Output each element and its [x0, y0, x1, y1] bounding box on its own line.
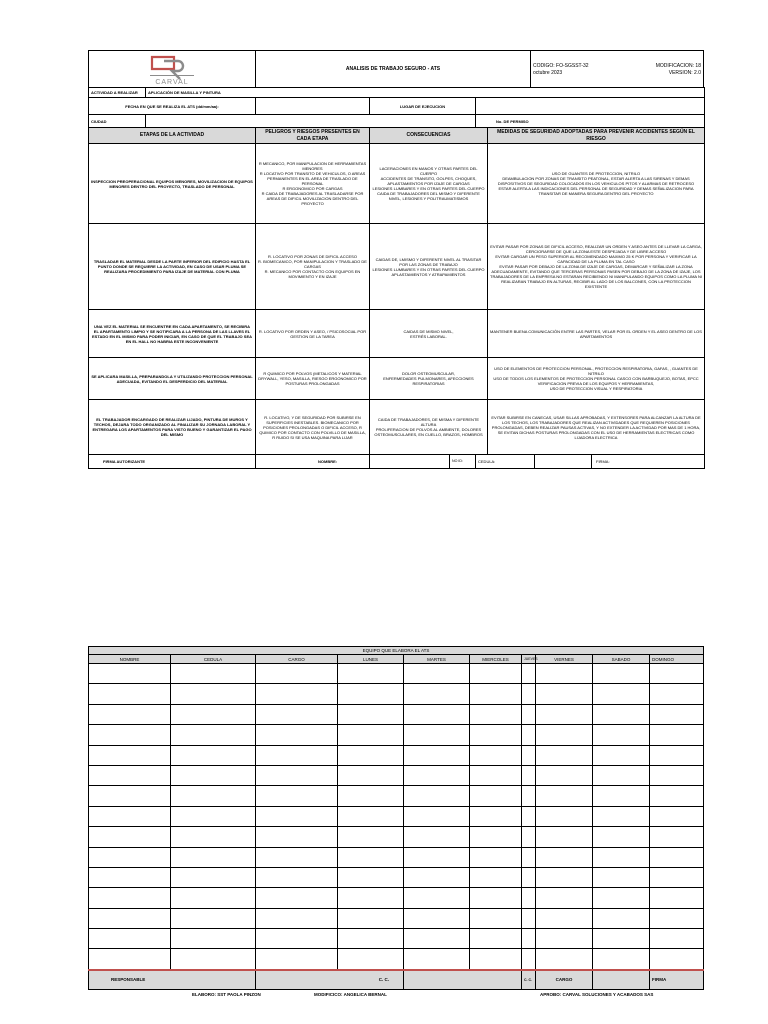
crew-table: [88, 646, 704, 990]
crew-cell[interactable]: [89, 888, 171, 908]
crew-cell[interactable]: [256, 745, 338, 765]
crew-cell[interactable]: [470, 908, 522, 928]
firma-label: FIRMA:: [596, 459, 610, 464]
crew-cell[interactable]: [522, 745, 536, 765]
crew-cell[interactable]: [593, 765, 650, 785]
crew-cell[interactable]: [89, 745, 171, 765]
crew-cell[interactable]: [536, 867, 593, 887]
cargo-field[interactable]: [593, 970, 650, 990]
crew-cell[interactable]: [470, 765, 522, 785]
crew-cell[interactable]: [536, 745, 593, 765]
crew-cell[interactable]: [536, 684, 593, 704]
crew-cell[interactable]: [256, 847, 338, 867]
crew-cell[interactable]: [338, 704, 404, 724]
crew-cell[interactable]: [404, 827, 470, 847]
crew-cell[interactable]: [536, 908, 593, 928]
crew-cell[interactable]: [593, 704, 650, 724]
crew-cell[interactable]: [404, 929, 470, 949]
cargo-label: CARGO: [536, 970, 593, 990]
crew-cell[interactable]: [650, 949, 704, 970]
document-modification: MODIFICACION: 18: [655, 63, 701, 69]
crew-cell[interactable]: [536, 786, 593, 806]
crew-cell[interactable]: [522, 684, 536, 704]
crew-cell[interactable]: [171, 704, 256, 724]
crew-cell[interactable]: [470, 704, 522, 724]
permiso-label: No. DE PERMISO: [476, 115, 705, 128]
crew-header: CARGO: [256, 655, 338, 664]
crew-cell[interactable]: [89, 725, 171, 745]
crew-cell[interactable]: [536, 704, 593, 724]
crew-cell[interactable]: [536, 664, 593, 684]
consecuencias-cell: CAIDAS DE, LMISMO Y DIFERENTE NIVEL AL TRASITAR POR LAS ZONAS DE TRABAJO LESIONES LUMBARES Y EN OTRAS PARTES DEL CUERPO APLASTAMIENTOS Y ATRAPAMIENTOS: [370, 224, 488, 310]
crew-header: LUNES: [338, 655, 404, 664]
etapa-cell: EL TRABAJADOR ENCARGADO DE REALIZAR LIJADO, PINTURA DE MUROS Y TECHOS, DEJARA TODO ORGANIZADO AL FINALIZAR SU JORNADA LABORAL Y ENTREGARA LOS APARTAMENTOS PARA VISTO BUENO Y GARANTIZAR EL PAGO DEL MISMO: [89, 400, 256, 455]
medidas-cell: USO DE ELEMENTOS DE PROTECCION PERSONAL, PROTECCION RESPIRATORIA, GAFAS, , GUANTES DE NITRILO USO DE TODOS LOS ELEMENTOS DE PROTECCION PERSONAL CASCO CON BARBUQUEJO, BOTAS, EPCC VERIFICACION PREVIA DE LOS EQUIPOS Y HERRAMIENTAS, USO DE PROTECCION VISUAL Y RESPIRATORIA: [488, 358, 705, 400]
crew-cell[interactable]: [536, 949, 593, 970]
crew-cell[interactable]: [256, 867, 338, 887]
crew-cell[interactable]: [171, 725, 256, 745]
crew-cell[interactable]: [89, 908, 171, 928]
etapa-cell: UNA VEZ EL MATERIAL SE ENCUENTRE EN CADA APARTAMENTO, SE RECIBIRA EL APARTAMENTO LIMPIO Y SE NOTIFICARA A LA PERSONA DE LAS LLAVES EL ESTADO EN EL MISMO PARA PODER INICIAR, EN CASO DE QUE EL TRABAJO SEA EN EL HALL NO HABRIA ESTE INCONVENIENTE: [89, 310, 256, 358]
crew-header: SABADO: [593, 655, 650, 664]
crew-cell[interactable]: [338, 929, 404, 949]
crew-cell[interactable]: [650, 704, 704, 724]
crew-cell[interactable]: [404, 949, 470, 970]
ciudad-label: CIUDAD: [89, 115, 146, 128]
crew-header: VIERNES: [536, 655, 593, 664]
col-consecuencias: CONSECUENCIAS: [370, 128, 488, 144]
crew-cell[interactable]: [171, 867, 256, 887]
crew-cell[interactable]: [593, 867, 650, 887]
crew-cell[interactable]: [470, 929, 522, 949]
table-row: [89, 400, 705, 455]
consecuencias-cell: LACERACIONES EN MANOS Y OTRAS PARTES DEL CUERPO ACCIDENTES DE TRANSITO, GOLPES, CHOQUES, APLASTAMIENTOS POR IZAJE DE CARGAS LESIONES LUMBARES Y EN OTRAS PARTES DEL CUERPO CAIDA DE TRABAJADORES DEL MISMO Y DIFERENTE NIVEL, LESIONES Y POLITRAUMATISMOS: [370, 144, 488, 224]
crew-cell[interactable]: [470, 745, 522, 765]
etapa-cell: SE APLICARA MASILLA, PREPARANDOLA Y UTILIZANDO PROTECCION PERSONAL ADECUADA, EVITANDO EL DESPERDICIO DEL MATERIAL: [89, 358, 256, 400]
crew-cell[interactable]: [404, 664, 470, 684]
crew-cell[interactable]: [470, 867, 522, 887]
crew-row: [89, 684, 704, 704]
crew-cell[interactable]: [536, 888, 593, 908]
crew-cell[interactable]: [404, 745, 470, 765]
crew-cell[interactable]: [593, 745, 650, 765]
crew-row: [89, 867, 704, 887]
crew-cell[interactable]: [404, 888, 470, 908]
document-version-cell: [621, 51, 704, 88]
crew-row: [89, 827, 704, 847]
crew-cell[interactable]: [171, 827, 256, 847]
crew-cell[interactable]: [256, 704, 338, 724]
crew-cell[interactable]: [256, 725, 338, 745]
crew-cell[interactable]: [522, 664, 536, 684]
lugar-field[interactable]: [476, 98, 705, 115]
aprobo-text: APROBO: CARVAL SOLUCIONES Y ACABADOS SAS: [540, 992, 654, 997]
actividad-label: ACTIVIDAD A REALIZAR: [89, 88, 146, 98]
crew-cell[interactable]: [470, 684, 522, 704]
crew-row: [89, 745, 704, 765]
crew-cell[interactable]: [256, 949, 338, 970]
crew-cell[interactable]: [593, 908, 650, 928]
peligros-cell: R MECANICO, POR MANIPULACION DE HERRAMIENTAS MENORES R LOCATIVO POR TRANSITO DE VEHICULOS, O AREAS PERMANENTES EN EL AREA DE TRASLADO DE PERSONAL R ERGONOMICO POR CARGAS R CAIDA DE TRABAJADORES AL TRASLADARSE POR AREAS DE DIFICIL MOVILIZACION DENTRO DEL PROYECTO: [256, 144, 370, 224]
crew-cell[interactable]: [89, 806, 171, 826]
crew-cell[interactable]: [650, 888, 704, 908]
crew-cell[interactable]: [171, 847, 256, 867]
crew-cell[interactable]: [171, 745, 256, 765]
responsable-cc-field[interactable]: [404, 970, 522, 990]
actividad-value[interactable]: APLICACIÓN DE MASILLA Y PINTURA: [146, 88, 705, 98]
crew-cell[interactable]: [338, 725, 404, 745]
crew-cell[interactable]: [89, 929, 171, 949]
cedula-firma-cell[interactable]: [476, 455, 705, 469]
crew-cell[interactable]: [404, 786, 470, 806]
crew-cell[interactable]: [89, 765, 171, 785]
etapa-cell: INSPECCION PREOPERACIONAL EQUIPOS MENORES, MOVILIZACION DE EQUIPOS MENORES DENTRO DEL PROYECTO, TRASLADO DE PERSONAL: [89, 144, 256, 224]
consecuencias-cell: CAIDA DE TRABAJADORES, DE MISMA Y DIFERENTE ALTURA PROLIFERACION DE POLVOS AL AMBIENTE, DOLORES OSTEOMUSCULARES, EN CUELLO, BRAZOS, HOMBROS: [370, 400, 488, 455]
crew-row: [89, 949, 704, 970]
crew-cell[interactable]: [256, 908, 338, 928]
crew-cell[interactable]: [338, 847, 404, 867]
crew-cell[interactable]: [256, 786, 338, 806]
firma-row: [89, 455, 705, 469]
crew-cell[interactable]: [171, 929, 256, 949]
crew-cell[interactable]: [593, 949, 650, 970]
crew-cell[interactable]: [404, 765, 470, 785]
crew-cell[interactable]: [338, 867, 404, 887]
crew-cell[interactable]: [522, 704, 536, 724]
document-date: octubre 2023: [533, 69, 563, 76]
nombre-field[interactable]: [370, 455, 450, 469]
crew-cell[interactable]: [338, 827, 404, 847]
crew-cell[interactable]: [593, 664, 650, 684]
crew-cell[interactable]: [522, 806, 536, 826]
crew-cell[interactable]: [470, 664, 522, 684]
crew-cell[interactable]: [470, 806, 522, 826]
crew-cell[interactable]: [171, 806, 256, 826]
no-id-label: NO ID:: [450, 455, 476, 469]
medidas-cell: EVITAR PASAR POR ZONAS DE DIFICIL ACCESO, REALIZAR UN ORDEN Y ASEO ANTES DE LLEVAR LA CARGA, CERCIORARSE DE QUE LA ZONA ESTE DESPEJADA Y DE LIBRE ACCESO EVITAR CARGAR UN PESO SUPERIOR AL RECOMENDADO MAXIMO 25 K POR PERSONA Y VERIFICAR LA CAPACIDAD DE LA PLUMA EN TAL CASO EVITAR PASAR POR DEBAJO DE LA ZONA DE IZAJE DE CARGAS, DEMARCAR Y SEÑALIZAR LA ZONA ADECUADAMENTE, EVITANDO QUE TERCERAS PERSONAS PASEN POR DEBAJO DE LA ZONA DE IZAJE, LOS TRABAJADORES DE LA EMPRESA NO ESTARAN RECIBIENDO NI MANIPULANDO EQUIPOS COMO LA PLUMA NI REALIZARAN TRABAJO EN ALTURAS, RECIBIR AL LADO DE LOS BALCONES, CON LA PROTECCION EXISTENTE: [488, 224, 705, 310]
medidas-cell: MANTENER BUENA COMUNICACIÓN ENTRE LAS PARTES, VELAR POR EL ORDEN Y EL ASEO DENTRO DE LOS APARTAMENTOS: [488, 310, 705, 358]
crew-cell[interactable]: [522, 908, 536, 928]
crew-cell[interactable]: [338, 664, 404, 684]
fecha-label: FECHA EN QUE SE REALIZA EL ATS (dd/mm/aa):: [89, 98, 256, 115]
crew-cell[interactable]: [256, 929, 338, 949]
crew-cell[interactable]: [89, 827, 171, 847]
crew-cell[interactable]: [470, 725, 522, 745]
crew-cell[interactable]: [89, 949, 171, 970]
peligros-cell: R. LOCATIVO POR ZONAS DE DIFICIL ACCESO R. BIOMECANICO, POR MANIPULACION Y TRASLADO DE CARGAS R. MECANICO POR CONTACTO CON EQUIPOS EN MOVIMIENTO Y EN IZAJE: [256, 224, 370, 310]
peligros-cell: R QUIMICO POR POLVOS (METALICOS Y MATERIAL DRYWALL, YESO, MASILLA, RIESGO ERGONOMICO POR POSTURAS PROLONGADAS: [256, 358, 370, 400]
crew-cell[interactable]: [171, 684, 256, 704]
crew-row: [89, 704, 704, 724]
modifico-text: MODIFICICO: ANGELICA BERNAL: [314, 992, 387, 997]
crew-footer-row: [89, 970, 704, 990]
crew-cell[interactable]: [404, 867, 470, 887]
crew-cell[interactable]: [593, 929, 650, 949]
crew-cell[interactable]: [522, 929, 536, 949]
crew-cell[interactable]: [536, 806, 593, 826]
crew-cell[interactable]: [650, 929, 704, 949]
crew-cell[interactable]: [650, 867, 704, 887]
elaboro-text: ELABORO: SST PAOLA PINZON: [192, 992, 261, 997]
crew-header: MIERCOLES: [470, 655, 522, 664]
logo-text: CARVAL: [155, 78, 189, 86]
col-medidas: MEDIDAS DE SEGURIDAD ADOPTADAS PARA PREVENIR ACCIDENTES SEGÚN EL RIESGO: [488, 128, 705, 144]
crew-row: [89, 847, 704, 867]
crew-cell[interactable]: [256, 684, 338, 704]
crew-cell[interactable]: [470, 847, 522, 867]
crew-row: [89, 908, 704, 928]
document-version: VERSION: 2.0: [668, 69, 701, 76]
cedula-label: CEDULA:: [476, 455, 535, 468]
crew-row: [89, 725, 704, 745]
crew-cell[interactable]: [650, 684, 704, 704]
crew-cell[interactable]: [536, 827, 593, 847]
crew-cell[interactable]: [593, 725, 650, 745]
crew-cell[interactable]: [522, 827, 536, 847]
crew-cell[interactable]: [593, 684, 650, 704]
col-etapas: ETAPAS DE LA ACTIVIDAD: [89, 128, 256, 144]
crew-cell[interactable]: [650, 908, 704, 928]
crew-cell[interactable]: [404, 908, 470, 928]
crew-cell[interactable]: [650, 847, 704, 867]
crew-cell[interactable]: [89, 684, 171, 704]
responsable-label: RESPONSABLE: [89, 970, 256, 990]
crew-cell[interactable]: [338, 786, 404, 806]
crew-cell[interactable]: [89, 704, 171, 724]
crew-cell[interactable]: [650, 664, 704, 684]
crew-cell[interactable]: [650, 745, 704, 765]
document-code-cell: [531, 51, 621, 88]
crew-cell[interactable]: [256, 888, 338, 908]
ciudad-field[interactable]: [146, 115, 476, 128]
crew-cell[interactable]: [89, 664, 171, 684]
crew-row: [89, 929, 704, 949]
crew-cell[interactable]: [256, 827, 338, 847]
crew-cell[interactable]: [338, 765, 404, 785]
crew-cell[interactable]: [404, 684, 470, 704]
crew-body: [89, 664, 704, 970]
crew-cell[interactable]: [593, 827, 650, 847]
crew-header-row: [89, 655, 704, 664]
crew-header: JUEVES: [522, 655, 536, 664]
crew-cell[interactable]: [522, 786, 536, 806]
crew-row: [89, 888, 704, 908]
crew-cell[interactable]: [522, 867, 536, 887]
crew-row: [89, 765, 704, 785]
document-code: CODIGO: FO-SGSST-32: [533, 63, 589, 69]
ats-table: [88, 87, 705, 469]
crew-cell[interactable]: [470, 888, 522, 908]
consecuencias-cell: DOLOR OSTEOMUSCULAR, ENFERMEDADES PULMONARES, AFECCIONES RESPIRATORIAS: [370, 358, 488, 400]
crew-title: EQUIPO QUE ELABORA EL ATS: [89, 647, 704, 655]
consecuencias-cell: CAIDAS DE MISMO NIVEL, ESTRÉS LABORAL.: [370, 310, 488, 358]
crew-cell[interactable]: [470, 949, 522, 970]
crew-cell[interactable]: [650, 765, 704, 785]
crew-cell[interactable]: [522, 765, 536, 785]
crew-cell[interactable]: [593, 786, 650, 806]
crew-cell[interactable]: [522, 949, 536, 970]
medidas-cell: USO DE GUANTES DE PROTECCION, NITRILO DEAMBULACION POR ZONAS DE TRANSITO PEATONAL, ESTAR ALERTA A LAS SIRENAS Y DEMAS DISPOSITIVOS DE SEGURIDAD COLOCADOS EN LOS VEHICULOS PITOS Y ALARMAS DE RETROCESO ESTAR ALERTA A LAS INDICACIONES DEL PERSONAL DE SEGURIDAD Y DEMAS SEÑALIZACION PARA TRANSITAR DE MANERA SEGURA DENTRO DEL PROYECTO: [488, 144, 705, 224]
crew-row: [89, 786, 704, 806]
crew-row: [89, 664, 704, 684]
crew-cell[interactable]: [171, 888, 256, 908]
crew-cell[interactable]: [256, 664, 338, 684]
crew-cell[interactable]: [171, 949, 256, 970]
crew-cell[interactable]: [404, 806, 470, 826]
crew-cell[interactable]: [650, 827, 704, 847]
table-row: [89, 310, 705, 358]
crew-cell[interactable]: [650, 725, 704, 745]
crew-cell[interactable]: [338, 806, 404, 826]
crew-header: NOMBRE: [89, 655, 171, 664]
crew-cell[interactable]: [89, 786, 171, 806]
document-title: ANALISIS DE TRABAJO SEGURO - ATS: [256, 51, 531, 88]
crew-cell[interactable]: [338, 888, 404, 908]
crew-cell[interactable]: [338, 745, 404, 765]
crew-cell[interactable]: [171, 786, 256, 806]
lugar-label: LUGAR DE EJECUCION: [370, 98, 476, 115]
crew-cell[interactable]: [650, 786, 704, 806]
firma-footer-label: FIRMA: [650, 970, 704, 990]
table-row: [89, 224, 705, 310]
document-header: [88, 50, 704, 88]
crew-cell[interactable]: [171, 908, 256, 928]
crew-row: [89, 806, 704, 826]
cedula-field[interactable]: [535, 455, 592, 468]
crew-cell[interactable]: [256, 765, 338, 785]
nombre-label[interactable]: NOMBRE:: [256, 455, 370, 469]
crew-cell[interactable]: [593, 888, 650, 908]
crew-cell[interactable]: [522, 888, 536, 908]
crew-header: CEDULA: [171, 655, 256, 664]
crew-cell[interactable]: [404, 704, 470, 724]
peligros-cell: R. LOCATIVO, Y DE SEGURIDAD POR SUBIRSE EN SUPERFICIES INESTABLES. BIOMECANICO POR POSICIONES PROLONGADAS O DIFICIL ACCESO, R QUIMICO POR CONTACTO CON POLVILLO DE MASILLA, R RUIDO SI SE USA MAQUINA PARA LIJAR: [256, 400, 370, 455]
crew-cell[interactable]: [650, 806, 704, 826]
crew-cell[interactable]: [522, 847, 536, 867]
company-logo: [89, 51, 256, 88]
table-row: [89, 144, 705, 224]
crew-cell[interactable]: [404, 725, 470, 745]
peligros-cell: R. LOCATIVO POR ORDEN Y ASEO, / PSICOSOCIAL POR GESTION DE LA TAREA: [256, 310, 370, 358]
crew-cell[interactable]: [536, 847, 593, 867]
crew-cell[interactable]: [338, 684, 404, 704]
cc-label: C. C.: [256, 970, 404, 990]
fecha-field[interactable]: [256, 98, 370, 115]
crew-header: DOMINGO: [650, 655, 704, 664]
crew-cell[interactable]: [536, 765, 593, 785]
crew-cell[interactable]: [171, 664, 256, 684]
crew-cell[interactable]: [171, 765, 256, 785]
crew-cell[interactable]: [593, 806, 650, 826]
crew-header: MARTES: [404, 655, 470, 664]
crew-cell[interactable]: [470, 786, 522, 806]
table-row: [89, 358, 705, 400]
crew-cell[interactable]: [470, 827, 522, 847]
crew-cell[interactable]: [338, 949, 404, 970]
crew-cell[interactable]: [89, 867, 171, 887]
crew-cell[interactable]: [404, 847, 470, 867]
cc-label-2: C. C.: [522, 970, 536, 990]
medidas-cell: EVITAR SUBIRSE EN CANECAS, USAR SILLAS APROBADAS, Y EXTENSORES PARA ALCANZAR LA ALTURA DE LOS TECHOS, LOS TRABAJADORES QUE REALIZAN ACTIVIDADES QUE REQUIEREN POSICIONES PROLONGADAS, DEBEN REALIZAR PAUSAS ACTIVAS, Y NO EXTENDER LA ACTIVIDAD POR MAS DE 1 HORA, SE EVITAN DICHAS POSTURAS PROLONGADAS CON EL USO DE HERRAMIENTAS ELECTRICAS COMO LIJADORA ELECTRICA: [488, 400, 705, 455]
crew-cell[interactable]: [338, 908, 404, 928]
crew-cell[interactable]: [593, 847, 650, 867]
crew-cell[interactable]: [522, 725, 536, 745]
crew-cell[interactable]: [256, 806, 338, 826]
crew-cell[interactable]: [536, 725, 593, 745]
firma-autorizante-label: FIRMA AUTORIZANTE: [89, 455, 256, 469]
crew-cell[interactable]: [536, 929, 593, 949]
crew-cell[interactable]: [89, 847, 171, 867]
col-peligros: PELIGROS Y RIESGOS PRESENTES EN CADA ETAPA: [256, 128, 370, 144]
etapa-cell: TRASLADAR EL MATERIAL DESDE LA PARTE INFERIOR DEL EDIFICIO HASTA EL PUNTO DONDE SE REQUIERE LA ACTIVIDAD, EN CASO DE USAR PLUMA SE REALIZARA PROCEDIMIENTO PARA IZAJE DE MATERIAL CON PLUMA: [89, 224, 256, 310]
